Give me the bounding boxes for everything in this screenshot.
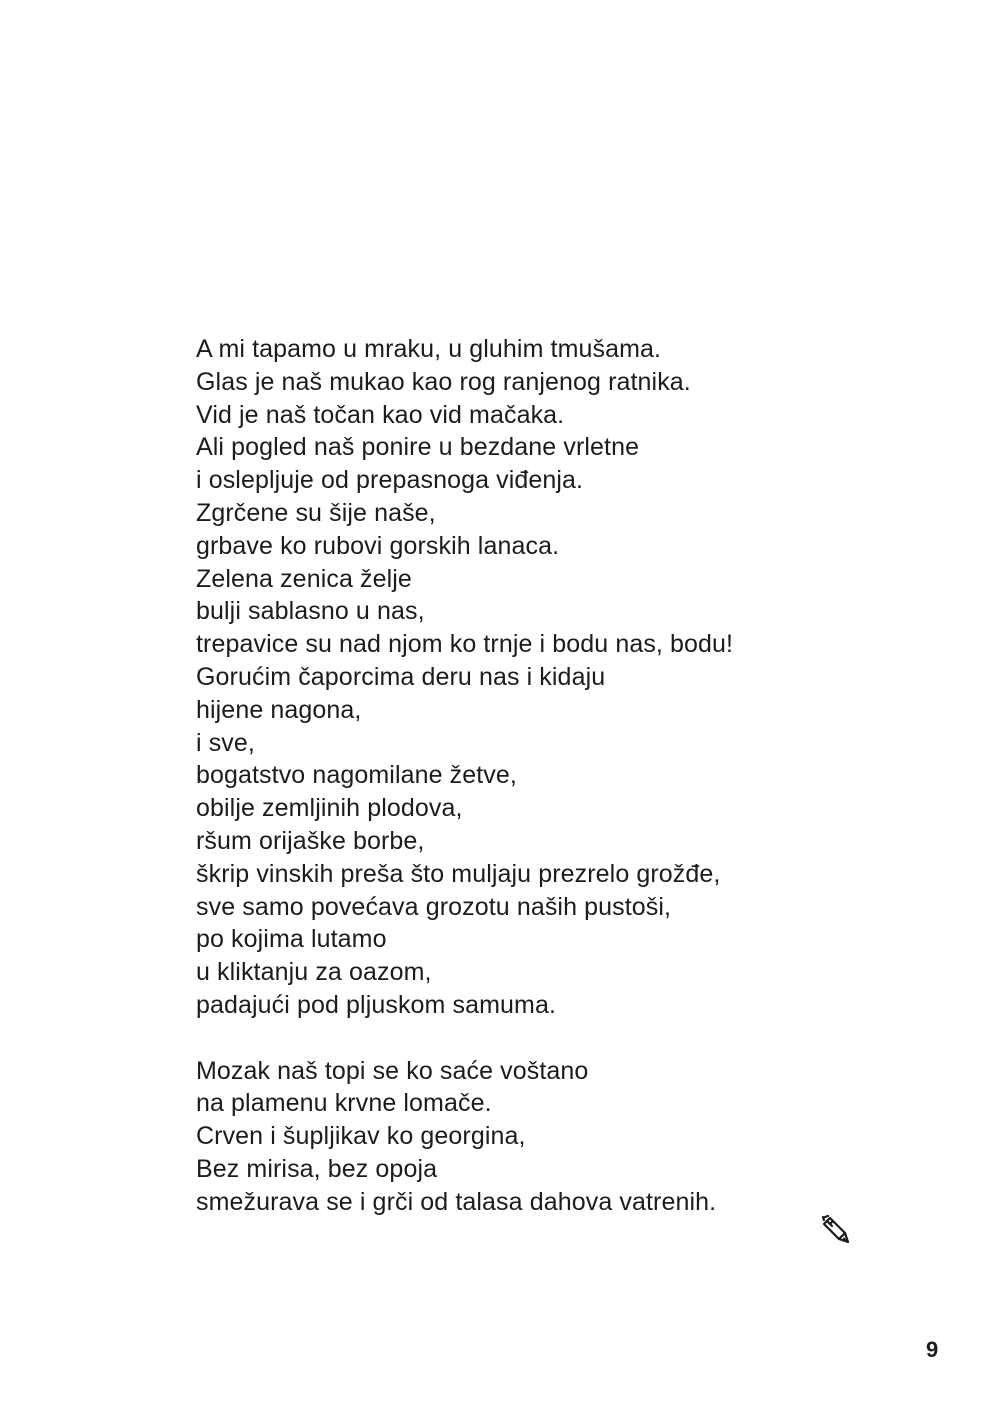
poem-line: na plamenu krvne lomače. xyxy=(196,1089,492,1118)
poem-line: Crven i šupljikav ko georgina, xyxy=(196,1122,526,1151)
poem-line: A mi tapamo u mraku, u gluhim tmušama. xyxy=(196,335,662,363)
stanza-1 xyxy=(196,333,896,1022)
poem-line: Ali pogled naš ponire u bezdane vrletne xyxy=(196,433,640,462)
poem-line: u kliktanju za oazom, xyxy=(196,958,432,987)
poem-body xyxy=(196,333,896,1219)
poem-line: po kojima lutamo xyxy=(196,925,387,954)
poem-line: obilje zemljinih plodova, xyxy=(196,794,463,823)
poem-line: Zelena zenica želje xyxy=(196,564,412,593)
poem-line: grbave ko rubovi gorskih lanaca. xyxy=(196,531,560,560)
poem-line: i oslepljuje od prepasnoga viđenja. xyxy=(196,466,584,495)
poem-line: ršum orijaške borbe, xyxy=(196,826,425,855)
stanza-2 xyxy=(196,1055,896,1219)
poem-line: Vid je naš točan kao vid mačaka. xyxy=(196,400,565,429)
poem-line: Bez mirisa, bez opoja xyxy=(196,1154,438,1183)
pen-mark-icon xyxy=(820,1213,854,1247)
poem-line: Gorućim čaporcima deru nas i kidaju xyxy=(196,662,606,691)
poem-line: Mozak naš topi se ko saće voštano xyxy=(196,1056,589,1085)
poem-line: trepavice su nad njom ko trnje i bodu nas, bodu! xyxy=(196,630,734,659)
poem-line: škrip vinskih preša što muljaju prezrelo grožđe, xyxy=(196,859,721,888)
page-number: 9 xyxy=(926,1337,939,1362)
poem-line: i sve, xyxy=(196,728,255,757)
poem-line: Glas je naš mukao kao rog ranjenog ratnika. xyxy=(196,367,691,396)
poem-line: sve samo povećava grozotu naših pustoši, xyxy=(196,892,672,921)
poem-line: bulji sablasno u nas, xyxy=(196,597,425,626)
poem-line: padajući pod pljuskom samuma. xyxy=(196,990,557,1019)
poem-line: hijene nagona, xyxy=(196,695,362,724)
poem-line: smežurava se i grči od talasa dahova vatrenih. xyxy=(196,1187,717,1216)
poem-line: bogatstvo nagomilane žetve, xyxy=(196,761,517,790)
poem-line: Zgrčene su šije naše, xyxy=(196,498,436,527)
